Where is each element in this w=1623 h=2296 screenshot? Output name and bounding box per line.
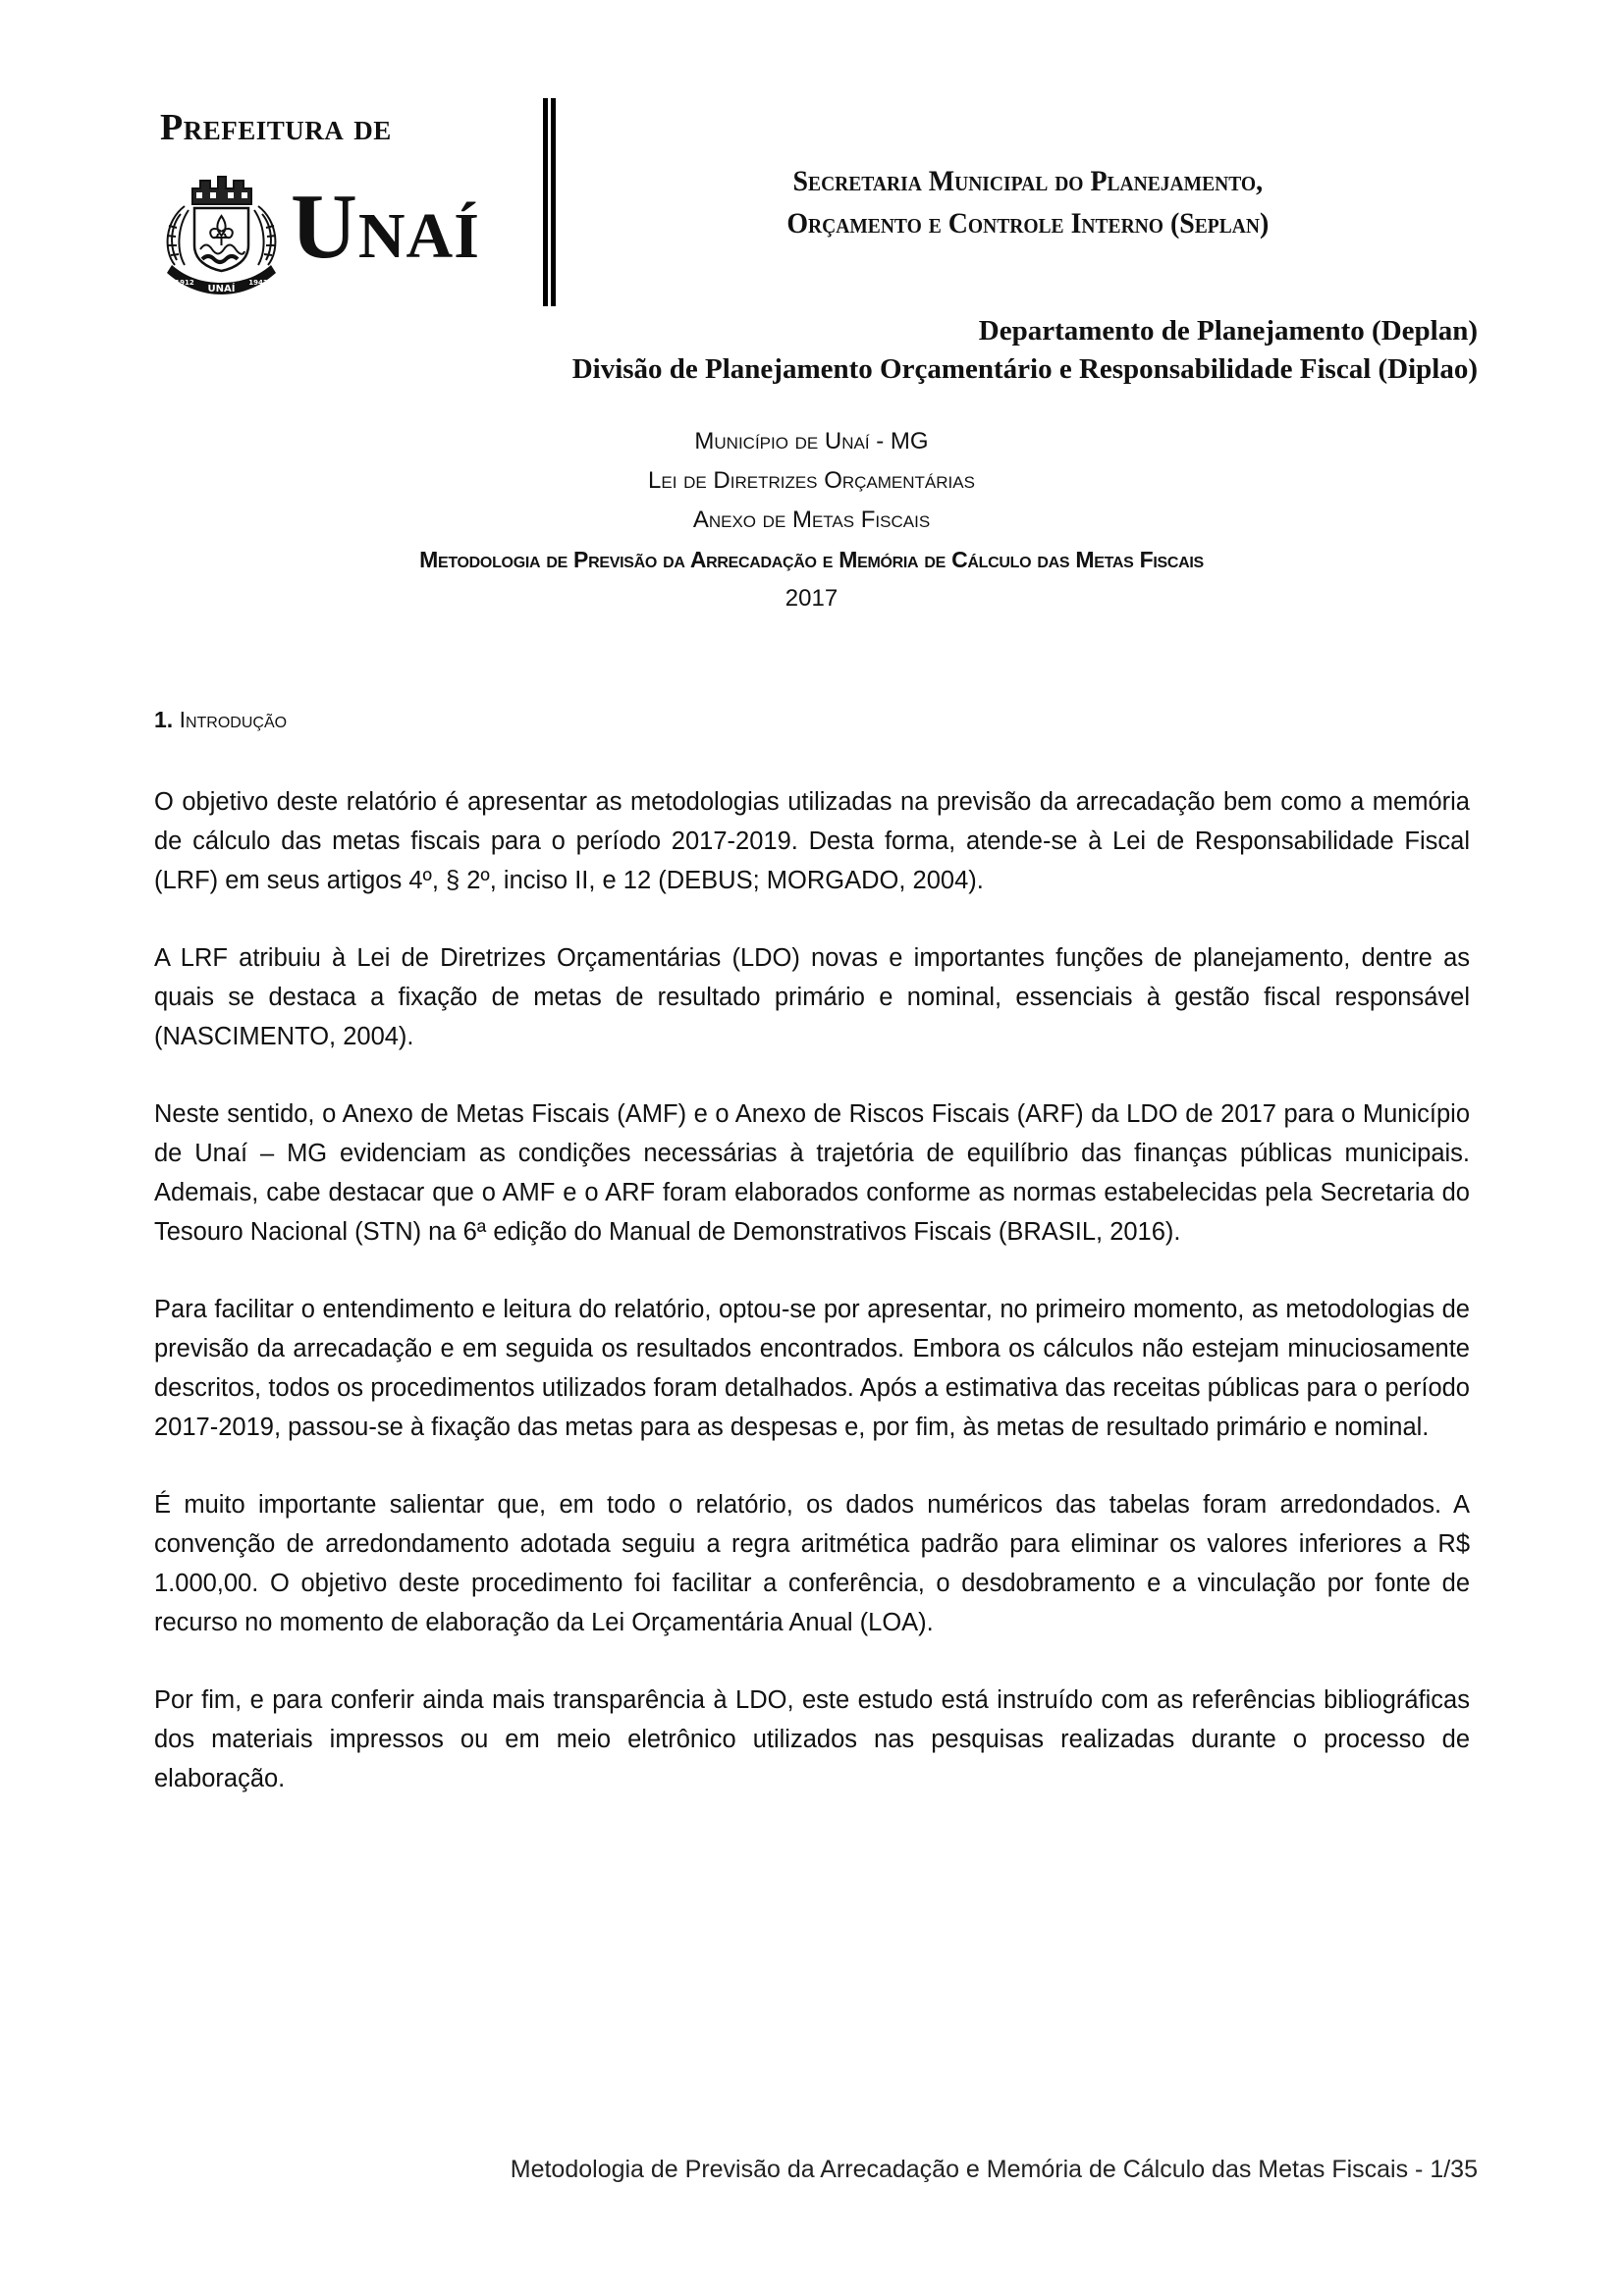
paragraph: Por fim, e para conferir ainda mais transparência à LDO, este estudo está instruído com as referências bibliográficas dos materiais impressos ou em meio eletrônico utilizados nas pesquisas realizadas durante o processo de elaboração. xyxy=(154,1686,1470,1792)
annex-label: Anexo de Metas Fiscais xyxy=(692,507,931,533)
logo-title xyxy=(160,106,392,149)
svg-text:1912: 1912 xyxy=(175,279,194,287)
document-title: Metodologia de Previsão da Arrecadação e Memória de Cálculo das Metas Fiscais xyxy=(419,547,1204,572)
running-title: Metodologia de Previsão da Arrecadação e Memória de Cálculo das Metas Fiscais xyxy=(510,2156,1409,2183)
secretaria-line-2: Orçamento e Controle Interno (Seplan) xyxy=(786,207,1270,240)
paragraph: Para facilitar o entendimento e leitura do relatório, optou-se por apresentar, no primeiro momento, as metodologias de previsão da arrecadação e em seguida os resultados encontrados. Embora os cálculos não estejam minuciosamente descritos, todos os procedimentos utilizados foram detalhados. Após a estimativa das receitas públicas para o período 2017-2019, passou-se à fixação das metas para as despesas e, por fim, às metas de resultado primário e nominal. xyxy=(154,1296,1470,1441)
secretaria-name xyxy=(699,160,1357,244)
department-info xyxy=(572,312,1478,389)
body-text xyxy=(154,782,1470,1837)
svg-text:1943: 1943 xyxy=(248,279,268,287)
paragraph: A LRF atribuiu à Lei de Diretrizes Orçamentárias (LDO) novas e importantes funções de planejamento, dentre as quais se destaca a fixação de metas de resultado primário e nominal, essenciais à gestão fiscal responsável (NASCIMENTO, 2004). xyxy=(154,944,1470,1050)
svg-text:UNAÍ: UNAÍ xyxy=(207,284,236,294)
footer-separator: - xyxy=(1408,2156,1431,2183)
paragraph: O objetivo deste relatório é apresentar as metodologias utilizadas na previsão da arrecadação bem como a memória de cálculo das metas fiscais para o período 2017-2019. Desta forma, atende-se à Lei de Responsabilidade Fiscal (LRF) em seus artigos 4º, § 2º, inciso II, e 12 (DEBUS; MORGADO, 2004). xyxy=(154,788,1470,894)
logo-city-name: Unaí xyxy=(291,176,480,278)
section-heading xyxy=(154,705,287,734)
municipality-label: Município de Unaí - MG xyxy=(694,428,929,454)
municipal-coat-of-arms-icon xyxy=(155,167,288,299)
document-year: 2017 xyxy=(784,585,839,612)
paragraph: Neste sentido, o Anexo de Metas Fiscais (AMF) e o Anexo de Riscos Fiscais (ARF) da LDO de 2017 para o Município de Unaí – MG evidenciam as condições necessárias à trajetória de equilíbrio das finanças públicas municipais. Ademais, cabe destacar que o AMF e o ARF foram elaborados conforme as normas estabelecidas pela Secretaria do Tesouro Nacional (STN) na 6ª edição do Manual de Demonstrativos Fiscais (BRASIL, 2016). xyxy=(154,1100,1470,1246)
document-title-block xyxy=(0,422,1623,618)
page-number: 1/35 xyxy=(1430,2156,1478,2183)
logo-line-1: Prefeitura de xyxy=(160,107,392,148)
law-label: Lei de Diretrizes Orçamentárias xyxy=(648,467,975,494)
division-name: Divisão de Planejamento Orçamentário e Responsabilidade Fiscal (Diplao) xyxy=(571,353,1478,385)
secretaria-line-1: Secretaria Municipal do Planejamento, xyxy=(792,165,1264,197)
section-title: Introdução xyxy=(179,707,288,732)
section-number: 1. xyxy=(154,707,174,732)
header-divider xyxy=(543,98,557,306)
letterhead xyxy=(0,0,1623,385)
divider-bar xyxy=(543,98,548,306)
paragraph: É muito importante salientar que, em todo o relatório, os dados numéricos das tabelas foram arredondados. A convenção de arredondamento adotada seguiu a regra aritmética padrão para eliminar os valores inferiores a R$ 1.000,00. O objetivo deste procedimento foi facilitar a conferência, o desdobramento e a vinculação por fonte de recurso no momento de elaboração da Lei Orçamentária Anual (LOA). xyxy=(154,1491,1470,1636)
divider-bar xyxy=(551,98,556,306)
department-name: Departamento de Planejamento (Deplan) xyxy=(978,315,1478,347)
page-footer xyxy=(511,2155,1478,2184)
